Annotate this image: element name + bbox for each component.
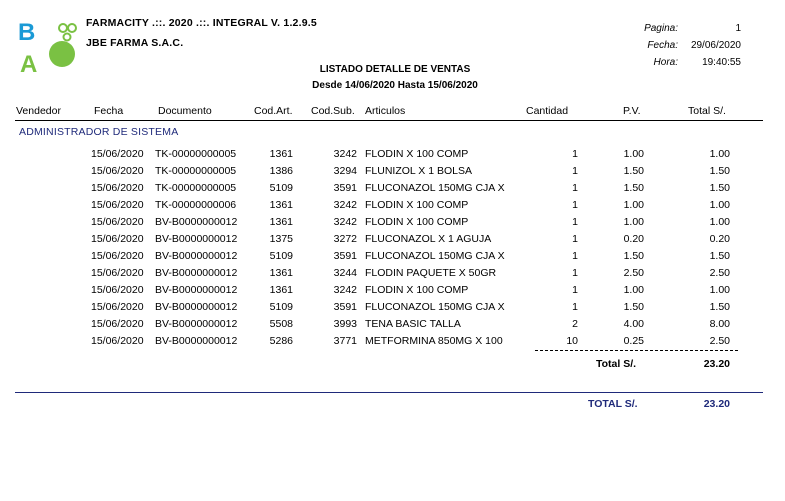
subtotal-dashed-rule: [535, 350, 738, 351]
cell-pv: 1.00: [623, 199, 644, 211]
header-rule: [15, 120, 763, 121]
cell-documento: TK-00000000005: [155, 165, 237, 177]
cell-fecha: 15/06/2020: [91, 165, 144, 177]
cell-cantidad: 1: [572, 250, 578, 262]
subtotal-label: Total S/.: [596, 358, 637, 370]
col-header-cantidad: Cantidad: [526, 105, 569, 117]
cell-cod-art: 5508: [269, 318, 293, 330]
col-header-cod-art: Cod.Art.: [254, 105, 293, 117]
cell-cantidad: 10: [566, 335, 578, 347]
cell-cod-sub: 3591: [333, 301, 357, 313]
table-row: [0, 284, 785, 301]
cell-articulo: FLUCONAZOL 150MG CJA X: [365, 301, 505, 313]
table-row: [0, 165, 785, 182]
company-name: JBE FARMA S.A.C.: [86, 37, 184, 49]
cell-articulo: FLODIN PAQUETE X 50GR: [365, 267, 497, 279]
cell-fecha: 15/06/2020: [91, 182, 144, 194]
cell-fecha: 15/06/2020: [91, 318, 144, 330]
col-header-documento: Documento: [158, 105, 212, 117]
cell-cod-art: 5109: [269, 301, 293, 313]
cell-total: 0.20: [709, 233, 730, 245]
cell-cantidad: 1: [572, 182, 578, 194]
cell-pv: 1.50: [623, 301, 644, 313]
cell-pv: 4.00: [623, 318, 644, 330]
report-title: LISTADO DETALLE DE VENTAS: [319, 64, 471, 75]
cell-documento: BV-B0000000012: [155, 284, 238, 296]
page-number: 1: [735, 23, 741, 34]
cell-articulo: TENA BASIC TALLA: [365, 318, 461, 330]
print-date: 29/06/2020: [690, 40, 741, 51]
svg-text:B: B: [18, 19, 36, 46]
cell-cod-sub: 3242: [333, 199, 357, 211]
cell-cod-sub: 3591: [333, 182, 357, 194]
table-row: [0, 148, 785, 165]
cell-cod-sub: 3272: [333, 233, 357, 245]
group-seller-name: ADMINISTRADOR DE SISTEMA: [19, 126, 179, 138]
cell-cod-sub: 3771: [333, 335, 357, 347]
cell-articulo: FLODIN X 100 COMP: [365, 199, 469, 211]
cell-fecha: 15/06/2020: [91, 301, 144, 313]
cell-cod-art: 1361: [269, 284, 293, 296]
cell-articulo: FLUNIZOL X 1 BOLSA: [365, 165, 472, 177]
cell-total: 2.50: [709, 267, 730, 279]
cell-cod-sub: 3294: [333, 165, 357, 177]
cell-documento: BV-B0000000012: [155, 250, 238, 262]
cell-pv: 0.25: [623, 335, 644, 347]
cell-cantidad: 1: [572, 267, 578, 279]
cell-pv: 2.50: [623, 267, 644, 279]
cell-pv: 1.50: [623, 182, 644, 194]
cell-total: 1.00: [709, 284, 730, 296]
table-row: [0, 199, 785, 216]
cell-fecha: 15/06/2020: [91, 335, 144, 347]
cell-articulo: FLUCONAZOL X 1 AGUJA: [365, 233, 492, 245]
cell-documento: BV-B0000000012: [155, 216, 238, 228]
col-header-vendedor: Vendedor: [16, 105, 61, 117]
col-header-fecha: Fecha: [94, 105, 124, 117]
cell-articulo: FLODIN X 100 COMP: [365, 148, 469, 160]
cell-pv: 1.00: [623, 148, 644, 160]
cell-cod-sub: 3242: [333, 216, 357, 228]
table-row: [0, 250, 785, 267]
print-time: 19:40:55: [702, 57, 741, 68]
cell-documento: TK-00000000006: [155, 199, 237, 211]
cell-cod-art: 1361: [269, 199, 293, 211]
cell-articulo: FLUCONAZOL 150MG CJA X: [365, 182, 505, 194]
table-row: [0, 182, 785, 199]
cell-total: 1.50: [709, 182, 730, 194]
cell-cantidad: 1: [572, 301, 578, 313]
svg-text:A: A: [20, 51, 38, 74]
grand-total-rule: [15, 392, 763, 393]
cell-documento: BV-B0000000012: [155, 301, 238, 313]
cell-cod-sub: 3591: [333, 250, 357, 262]
cell-cod-art: 5286: [269, 335, 293, 347]
cell-pv: 1.00: [623, 284, 644, 296]
cell-cod-art: 1386: [269, 165, 293, 177]
cell-cantidad: 1: [572, 233, 578, 245]
cell-articulo: FLUCONAZOL 150MG CJA X: [365, 250, 505, 262]
cell-fecha: 15/06/2020: [91, 267, 144, 279]
cell-fecha: 15/06/2020: [91, 250, 144, 262]
time-label: Hora:: [653, 57, 678, 68]
table-row: [0, 216, 785, 233]
table-row: [0, 301, 785, 318]
col-header-total: Total S/.: [688, 105, 726, 117]
cell-articulo: FLODIN X 100 COMP: [365, 284, 469, 296]
cell-fecha: 15/06/2020: [91, 216, 144, 228]
cell-documento: TK-00000000005: [155, 148, 237, 160]
cell-total: 1.00: [709, 216, 730, 228]
cell-fecha: 15/06/2020: [91, 233, 144, 245]
date-label: Fecha:: [647, 40, 678, 51]
cell-cantidad: 1: [572, 216, 578, 228]
cell-documento: BV-B0000000012: [155, 267, 238, 279]
cell-cod-art: 1375: [269, 233, 293, 245]
app-title: FARMACITY .::. 2020 .::. INTEGRAL V. 1.2.9.5: [86, 17, 317, 29]
cell-cod-art: 1361: [269, 267, 293, 279]
report-date-range: Desde 14/06/2020 Hasta 15/06/2020: [312, 80, 478, 91]
cell-cod-sub: 3242: [333, 148, 357, 160]
cell-cod-art: 1361: [269, 148, 293, 160]
cell-articulo: METFORMINA 850MG X 100: [365, 335, 503, 347]
cell-total: 1.00: [709, 199, 730, 211]
cell-total: 1.00: [709, 148, 730, 160]
cell-documento: BV-B0000000012: [155, 318, 238, 330]
cell-documento: BV-B0000000012: [155, 233, 238, 245]
cell-cod-art: 1361: [269, 216, 293, 228]
cell-cantidad: 1: [572, 165, 578, 177]
cell-total: 1.50: [709, 165, 730, 177]
cell-total: 8.00: [709, 318, 730, 330]
cell-fecha: 15/06/2020: [91, 148, 144, 160]
cell-documento: TK-00000000005: [155, 182, 237, 194]
cell-documento: BV-B0000000012: [155, 335, 238, 347]
cell-cantidad: 1: [572, 284, 578, 296]
cell-pv: 1.00: [623, 216, 644, 228]
grand-total-value: 23.20: [703, 398, 730, 410]
cell-cantidad: 1: [572, 148, 578, 160]
table-row: [0, 267, 785, 284]
table-row: [0, 233, 785, 250]
cell-cod-art: 5109: [269, 182, 293, 194]
cell-cod-sub: 3242: [333, 284, 357, 296]
cell-articulo: FLODIN X 100 COMP: [365, 216, 469, 228]
cell-fecha: 15/06/2020: [91, 199, 144, 211]
table-row: [0, 318, 785, 335]
col-header-cod-sub: Cod.Sub.: [311, 105, 355, 117]
cell-fecha: 15/06/2020: [91, 284, 144, 296]
col-header-articulos: Articulos: [365, 105, 406, 117]
cell-pv: 1.50: [623, 250, 644, 262]
cell-cantidad: 2: [572, 318, 578, 330]
grand-total-label: TOTAL S/.: [588, 398, 638, 410]
page-label: Pagina:: [644, 23, 678, 34]
cell-pv: 0.20: [623, 233, 644, 245]
cell-total: 1.50: [709, 250, 730, 262]
col-header-pv: P.V.: [623, 105, 641, 117]
cell-cod-sub: 3244: [333, 267, 357, 279]
cell-cod-art: 5109: [269, 250, 293, 262]
subtotal-value: 23.20: [703, 358, 730, 370]
cell-cantidad: 1: [572, 199, 578, 211]
cell-pv: 1.50: [623, 165, 644, 177]
cell-total: 1.50: [709, 301, 730, 313]
cell-cod-sub: 3993: [333, 318, 357, 330]
cell-total: 2.50: [709, 335, 730, 347]
